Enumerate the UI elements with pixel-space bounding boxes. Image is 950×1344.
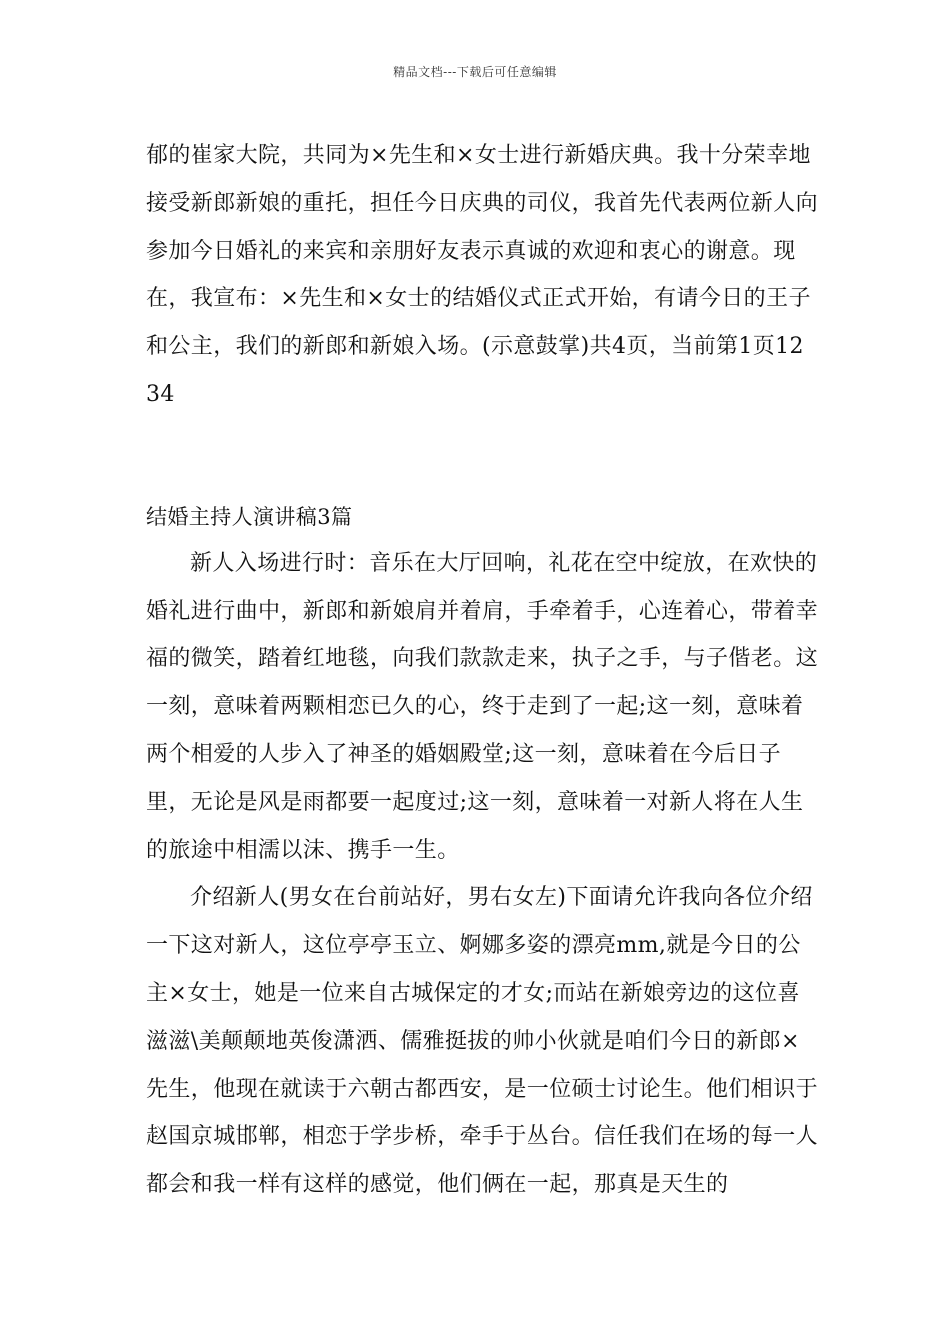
page-header: 精品文档---下载后可任意编辑: [393, 65, 557, 79]
introduction-paragraph: 介绍新人(男女在台前站好，男右女左)下面请允许我向各位介绍一下这对新人，这位亭亭玉立、婀娜多姿的漂亮mm,就是今日的公主×女士，她是一位来自古城保定的才女;而站在新娘旁边的这位喜滋滋\美颠颠地英俊潇洒、儒雅挺拔的帅小伙就是咱们今日的新郎×先生，他现在就读于六朝古都西安，是一位硕士讨论生。他们相识于赵国京城邯郸，相恋于学步桥，牵手于丛台。信任我们在场的每一人都会和我一样有这样的感觉，他们俩在一起，那真是天生的: [146, 885, 819, 1198]
entrance-paragraph: 新人入场进行时：音乐在大厅回响，礼花在空中绽放，在欢快的婚礼进行曲中，新郎和新娘肩并着肩，手牵着手，心连着心，带着幸福的微笑，踏着红地毯，向我们款款走来，执子之手，与子偕老。这一刻，意味着两颗相恋已久的心，终于走到了一起;这一刻，意味着两个相爱的人步入了神圣的婚姻殿堂;这一刻，意味着在今后日子里，无论是风是雨都要一起度过;这一刻，意味着一对新人将在人生的旅途中相濡以沫、携手一生。: [146, 550, 819, 863]
document-body: [146, 132, 818, 1209]
continuation-paragraph: 郁的崔家大院，共同为×先生和×女士进行新婚庆典。我十分荣幸地接受新郎新娘的重托，担任今日庆典的司仪，我首先代表两位新人向参加今日婚礼的来宾和亲朋好友表示真诚的欢迎和衷心的谢意。现在，我宣布：×先生和×女士的结婚仪式正式开始，有请今日的王子和公主，我们的新郎和新娘入场。(示意鼓掌)共4页，当前第1页1234: [146, 143, 819, 407]
section-title: 结婚主持人演讲稿3篇: [146, 504, 353, 529]
